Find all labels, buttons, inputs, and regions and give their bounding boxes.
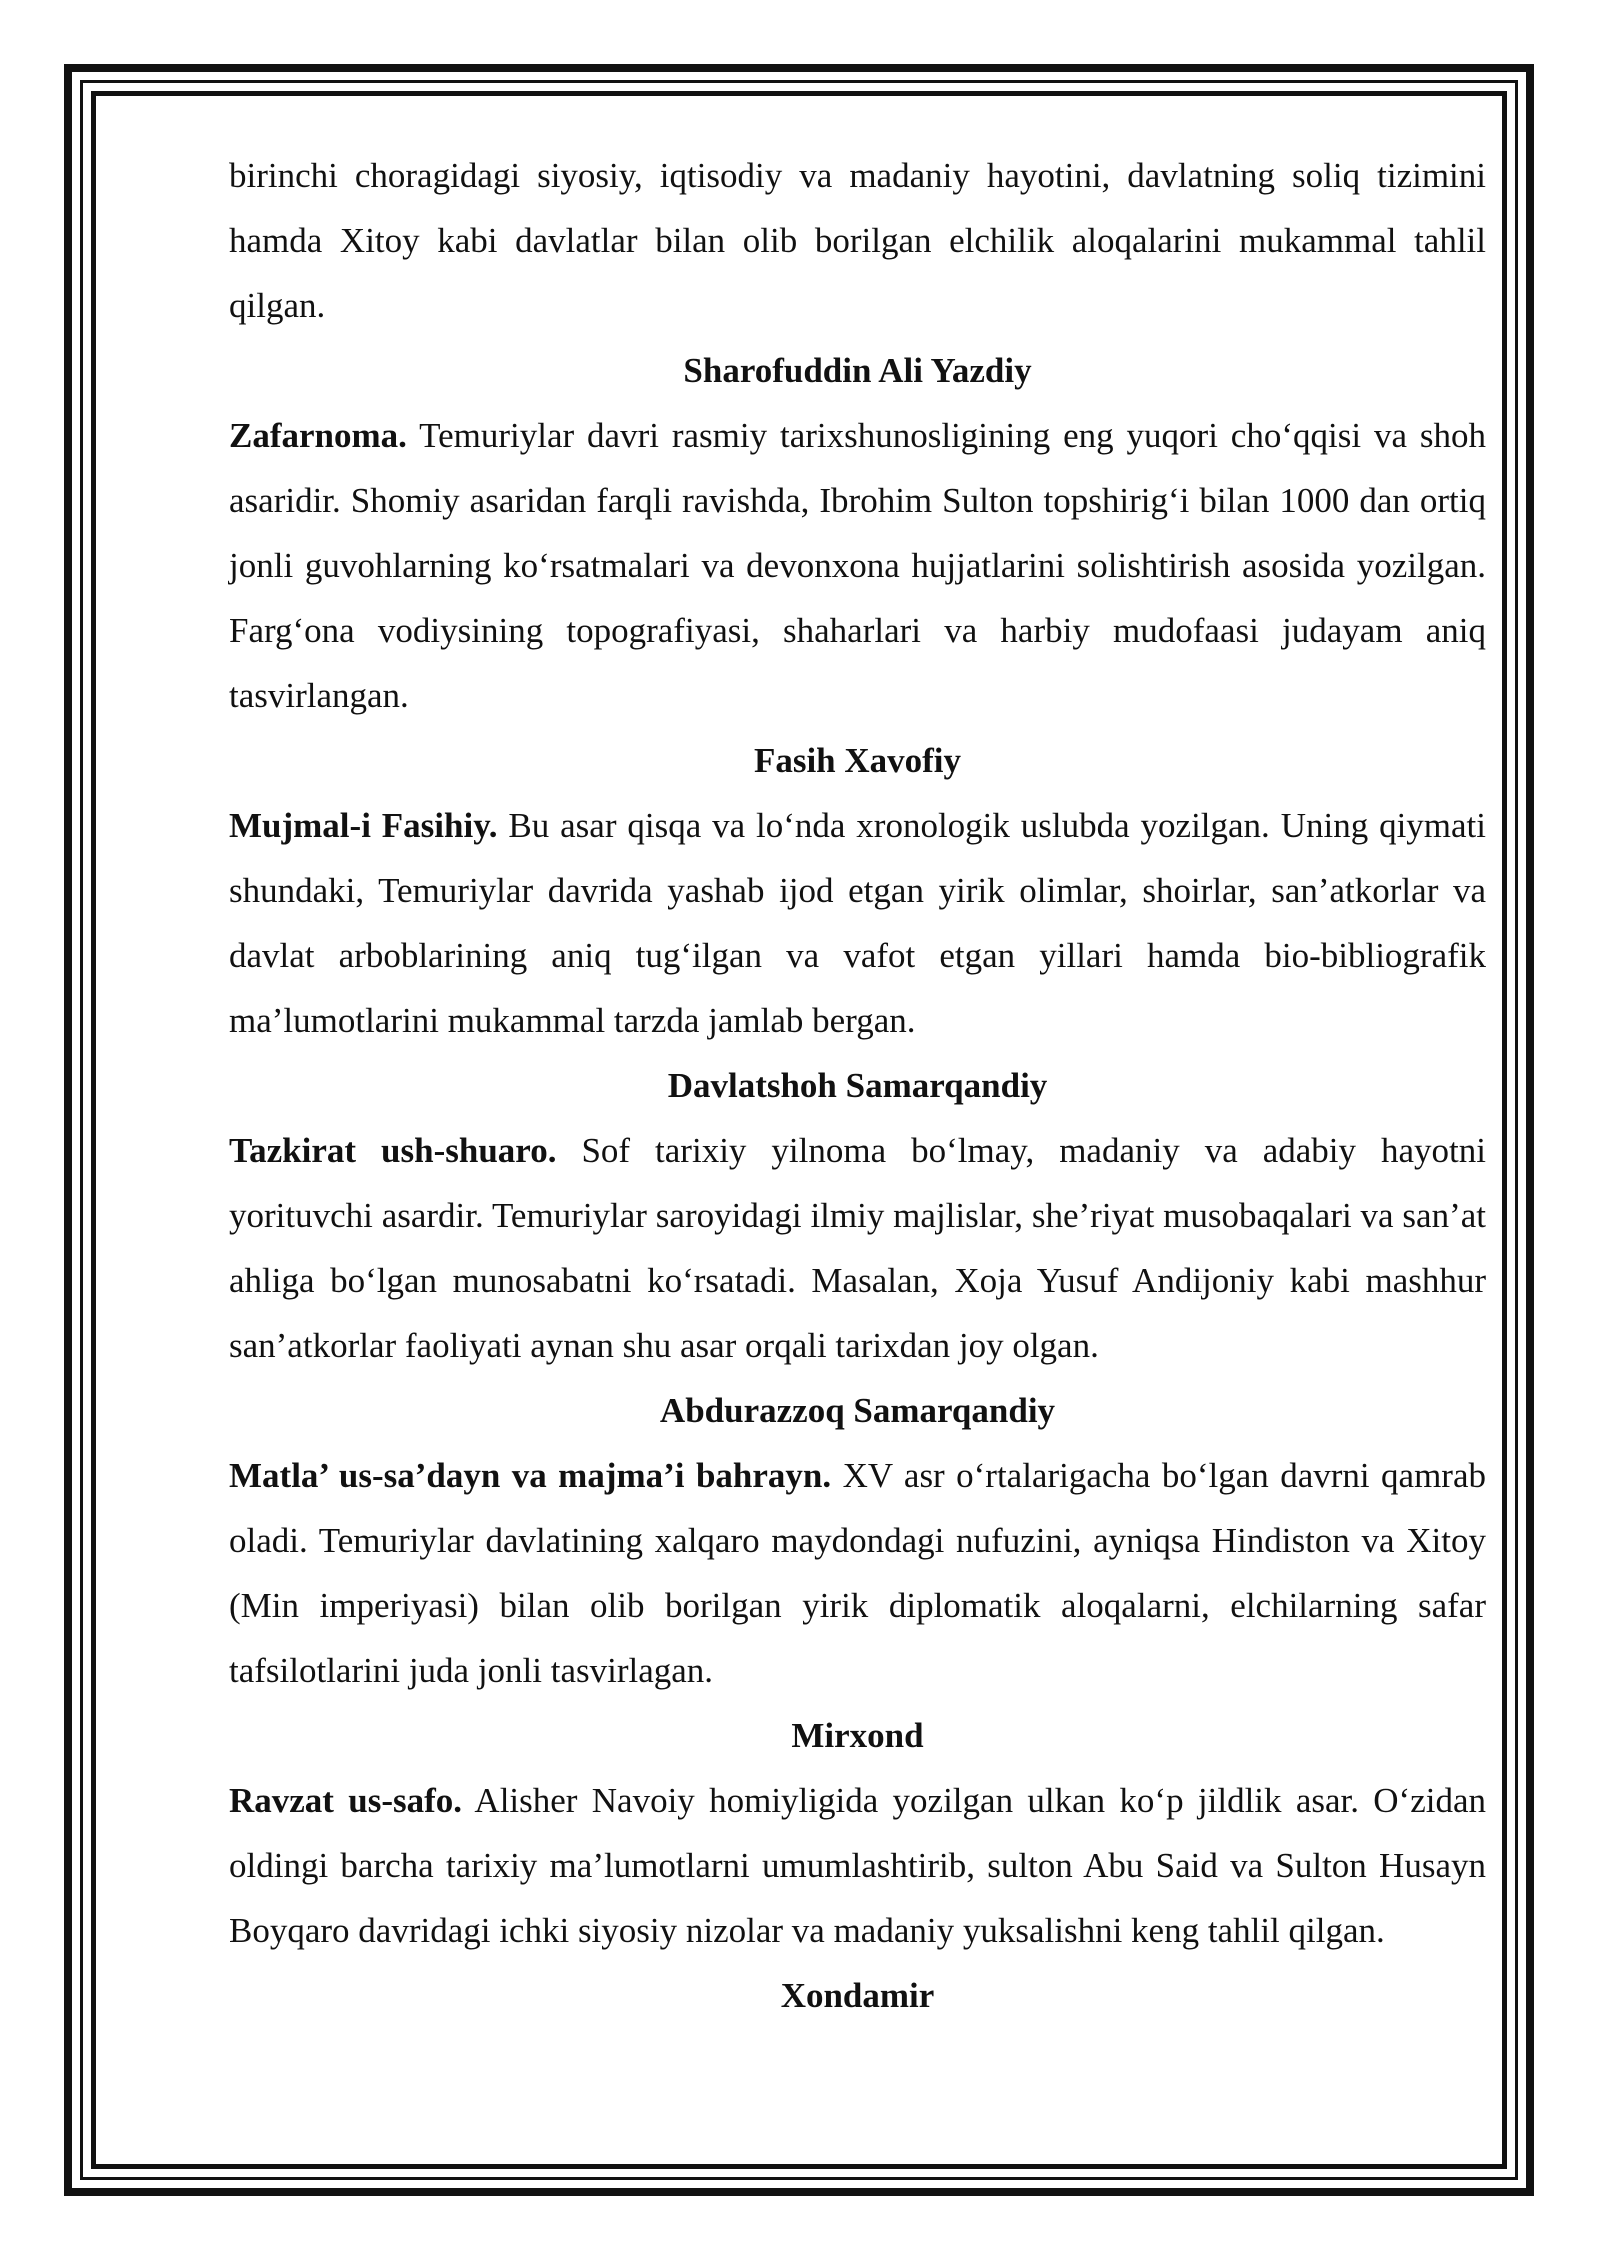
author-heading: Davlatshoh Samarqandiy (667, 1066, 1048, 1105)
work-description: XV asr o‘rtalarigacha bo‘lgan davrni qamrab oladi. Temuriylar davlatining xalqaro maydondagi nufuzini, ayniqsa Hindiston va Xitoy (Min imperiyasi) bilan olib borilgan yirik diplomatik aloqalarni, elchilarning safar tafsilotlarini juda jonli tasvirlagan. (229, 1456, 1486, 1690)
section-davlatshoh (229, 1053, 1486, 1378)
work-paragraph (229, 1118, 1486, 1378)
work-paragraph (229, 793, 1486, 1053)
work-title: Mujmal-i Fasihiy. (229, 806, 498, 845)
work-description: Sof tarixiy yilnoma bo‘lmay, madaniy va adabiy hayotni yorituvchi asardir. Temuriylar saroyidagi ilmiy majlislar, she’riyat musobaqalari va san’at ahliga bo‘lgan munosabatni ko‘rsatadi. Masalan, Xoja Yusuf Andijoniy kabi mashhur san’atkorlar faoliyati aynan shu asar orqali tarixdan joy olgan. (229, 1131, 1486, 1365)
work-paragraph (229, 1768, 1486, 1963)
section-mirxond (229, 1703, 1486, 1963)
work-title: Zafarnoma. (229, 416, 407, 455)
work-description: Bu asar qisqa va lo‘nda xronologik uslubda yozilgan. Uning qiymati shundaki, Temuriylar davrida yashab ijod etgan yirik olimlar, shoirlar, san’atkorlar va davlat arboblarining aniq tug‘ilgan va vafot etgan yillari hamda bio-bibliografik ma’lumotlarini mukammal tarzda jamlab bergan. (229, 806, 1486, 1040)
final-author-heading: Xondamir (780, 1976, 935, 2015)
author-heading: Sharofuddin Ali Yazdiy (683, 351, 1032, 390)
work-description: Temuriylar davri rasmiy tarixshunosligining eng yuqori cho‘qqisi va shoh asaridir. Shomiy asaridan farqli ravishda, Ibrohim Sulton topshirig‘i bilan 1000 dan ortiq jonli guvohlarning ko‘rsatmalari va devonxona hujjatlarini solishtirish asosida yozilgan. Farg‘ona vodiysining topografiyasi, shaharlari va harbiy mudofaasi judayam aniq tasvirlangan. (229, 416, 1486, 715)
work-title: Matla’ us-sa’dayn va majma’i bahrayn. (229, 1456, 832, 1495)
work-title: Ravzat us-safo. (229, 1781, 463, 1820)
work-title: Tazkirat ush-shuaro. (229, 1131, 557, 1170)
author-heading: Mirxond (791, 1716, 924, 1755)
work-paragraph (229, 403, 1486, 728)
document-body (229, 143, 1486, 2028)
section-xavofiy (229, 728, 1486, 1053)
work-paragraph (229, 1443, 1486, 1703)
section-abdurazzoq (229, 1378, 1486, 1703)
author-heading: Abdurazzoq Samarqandiy (659, 1391, 1056, 1430)
section-yazdiy (229, 338, 1486, 728)
intro-paragraph: birinchi choragidagi siyosiy, iqtisodiy va madaniy hayotini, davlatning soliq tizimini hamda Xitoy kabi davlatlar bilan olib borilgan elchilik aloqalarini mukammal tahlil qilgan. (229, 156, 1486, 325)
author-heading: Fasih Xavofiy (753, 741, 962, 780)
work-description: Alisher Navoiy homiyligida yozilgan ulkan ko‘p jildlik asar. O‘zidan oldingi barcha tarixiy ma’lumotlarni umumlashtirib, sulton Abu Said va Sulton Husayn Boyqaro davridagi ichki siyosiy nizolar va madaniy yuksalishni keng tahlil qilgan. (229, 1781, 1487, 1950)
